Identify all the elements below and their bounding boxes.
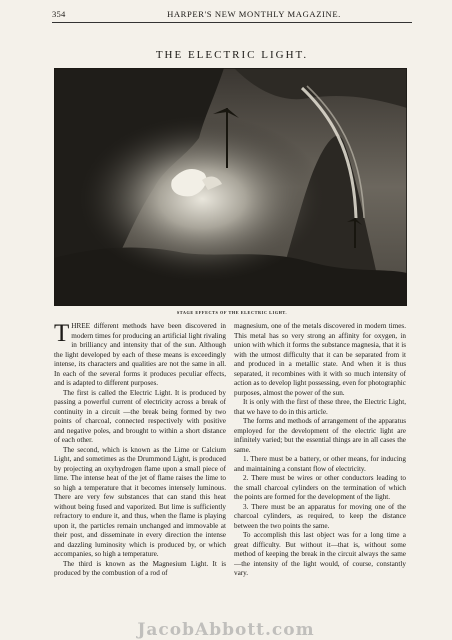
drop-cap: T (54, 322, 70, 347)
left-column (54, 322, 226, 638)
paragraph-magnesium-light: The third is known as the Magnesium Light. It is produced by the combustion of a rod of (54, 559, 226, 577)
paragraph-magnesium-cont: magnesium, one of the metals discovered in modern times. This metal has so very strong an affinity for oxygen, in union with which it forms the substance magnesia, that it is with the utmost difficulty that it can be separated from it and produced in a metallic state. And when it is thus separated, it recombines with it with so much intensity of action as to develop light possessing, even for photographic purposes, almost the power of the sun. (234, 322, 406, 397)
paragraph-apparatus: The forms and methods of arrangement of the apparatus employed for the development of the electric light are infinitely varied; but the essential things are in all cases the same. (234, 417, 406, 454)
illustration-caption: STAGE EFFECTS OF THE ELECTRIC LIGHT. (176, 310, 288, 315)
header-rule (52, 22, 412, 23)
right-column (234, 322, 406, 638)
paragraph-scope: It is only with the first of these three, the Electric Light, that we have to do in this article. (234, 398, 406, 416)
list-item-regulator: 3. There must be an apparatus for moving one of the charcoal cylinders, as required, to keep the distance between the two points the same. (234, 502, 406, 530)
watermark: JacobAbbott.com (137, 620, 315, 640)
list-item-battery: 1. There must be a battery, or other means, for inducing and maintaining a constant flow of electricity. (234, 455, 406, 473)
magazine-title: HARPER'S NEW MONTHLY MAGAZINE. (167, 9, 341, 19)
stage-illustration (54, 68, 407, 306)
paragraph-intro: THREE different methods have been discovered in modern times for producing an artificial light rivaling in brilliancy and intensity that of the sun. Although the light developed by each of these means is exceedingly intense, its characters and qualities are not the same in all. In each of the several forms it produces peculiar effects, and is adapted to different purposes. (54, 322, 226, 387)
page-number: 354 (52, 9, 66, 19)
paragraph-lime-light: The second, which is known as the Lime or Calcium Light, and sometimes as the Drummond Light, is produced by projecting an oxyhydrogen flame upon a small piece of lime. The intense heat of the jet of flame raises the lime to so high a temperature that it becomes intensely luminous. There are very few substances that can stand this heat without being fused and vaporized. But lime is sufficiently refractory to endure it, and thus, when the flame is playing upon it, the particles remain unchanged and immovable at their post, and disseminate in every direction the intense and dazzling luminosity which is produced by, or which accompanies, so high a temperature. (54, 445, 226, 558)
paragraph-electric-light: The first is called the Electric Light. It is produced by passing a powerful current of electricity across a break of continuity in a circuit —the break being formed by two points of charcoal, connected respectively with positive and negative poles, and brought to within a short distance of each other. (54, 388, 226, 444)
running-header (52, 9, 410, 23)
list-item-wires: 2. There must be wires or other conductors leading to the small charcoal cylinders on the termination of which the points are formed for the development of the light. (234, 474, 406, 501)
article-title: THE ELECTRIC LIGHT. (155, 49, 309, 61)
paragraph-difficulty: To accomplish this last object was for a long time a great difficulty. But without it—that is, without some method of keeping the break in the circuit always the same—the intensity of the light would, of course, constantly vary. (234, 531, 406, 577)
